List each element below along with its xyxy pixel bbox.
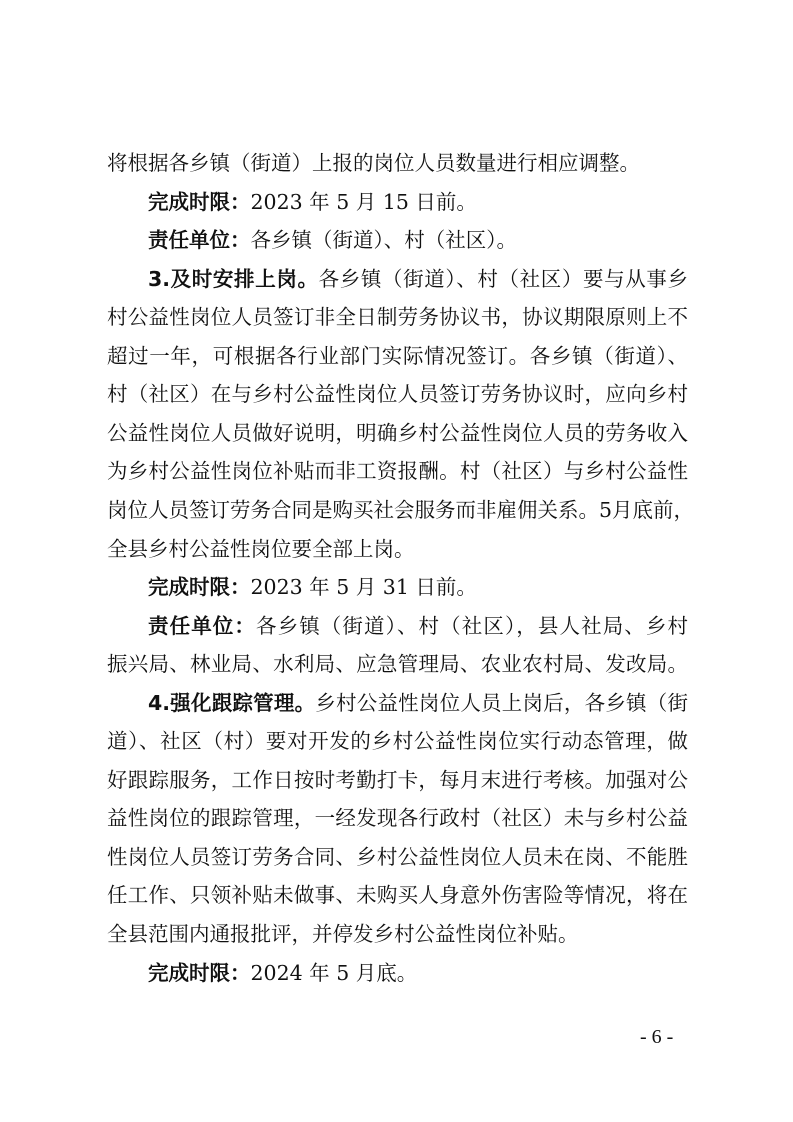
page-number: - 6 -: [640, 1026, 674, 1048]
text-line: [148, 690, 688, 716]
line-text: 振兴局、林业局、水利局、应急管理局、农业农村局、发改局。: [107, 652, 688, 677]
text-line: [107, 304, 688, 330]
text-line: [107, 343, 688, 369]
bold-heading: 4.强化跟踪管理。: [148, 690, 316, 715]
line-text: 各乡镇（街道）、村（社区），县人社局、乡村: [256, 613, 688, 638]
line-text: 各乡镇（街道）、村（社区）。: [250, 228, 517, 253]
line-text: 全县范围内通报批评，并停发乡村公益性岗位补贴。: [107, 922, 579, 946]
bold-heading: 完成时限：: [148, 960, 251, 985]
line-text: 为乡村公益性岗位补贴而非工资报酬。村（社区）与乡村公益性: [107, 459, 688, 484]
bold-heading: 完成时限：: [148, 189, 251, 214]
text-line: [107, 150, 688, 176]
text-line: [107, 420, 688, 446]
line-text: 将根据各乡镇（街道）上报的岗位人员数量进行相应调整。: [107, 151, 640, 175]
line-text: 村公益性岗位人员签订非全日制劳务协议书，协议期限原则上不: [107, 305, 688, 330]
text-line: [107, 805, 688, 831]
line-text: 好跟踪服务，工作日按时考勤打卡，每月末进行考核。加强对公: [107, 767, 688, 792]
text-line: [107, 882, 688, 908]
bold-heading: 责任单位：: [148, 228, 251, 253]
text-line: [148, 266, 688, 292]
line-text: 2023 年 5 月 15 日前。: [250, 189, 477, 214]
line-text: 2023 年 5 月 31 日前。: [250, 575, 477, 600]
line-text: 全县乡村公益性岗位要全部上岗。: [107, 536, 415, 561]
text-line: [148, 189, 688, 215]
text-line: [107, 844, 688, 870]
text-line: [148, 613, 688, 639]
text-line: [107, 728, 688, 754]
text-line: [107, 381, 688, 407]
text-line: [107, 651, 688, 677]
line-text: 益性岗位的跟踪管理，一经发现各行政村（社区）未与乡村公益: [107, 806, 688, 831]
line-text: 岗位人员签订劳务合同是购买社会服务而非雇佣关系。5月底前，: [107, 497, 695, 522]
line-text: 公益性岗位人员做好说明，明确乡村公益性岗位人员的劳务收入: [107, 420, 688, 445]
text-line: [107, 458, 688, 484]
line-text: 各乡镇（街道）、村（社区）要与从事乡: [318, 266, 688, 291]
bold-heading: 3.及时安排上岗。: [148, 266, 319, 291]
line-text: 性岗位人员签订劳务合同、乡村公益性岗位人员未在岗、不能胜: [107, 844, 688, 869]
line-text: 乡村公益性岗位人员上岗后，各乡镇（街: [315, 690, 688, 715]
text-line: [107, 497, 695, 523]
text-line: [148, 227, 688, 253]
text-line: [107, 767, 688, 793]
line-text: 超过一年，可根据各行业部门实际情况签订。各乡镇（街道）、: [107, 343, 688, 368]
line-text: 道）、社区（村）要对开发的乡村公益性岗位实行动态管理，做: [107, 729, 688, 754]
text-line: [148, 574, 688, 600]
text-line: [148, 960, 688, 986]
line-text: 村（社区）在与乡村公益性岗位人员签订劳务协议时，应向乡村: [107, 382, 688, 407]
bold-heading: 完成时限：: [148, 575, 251, 600]
text-line: [107, 536, 688, 562]
text-line: [107, 921, 688, 947]
bold-heading: 责任单位：: [148, 613, 256, 638]
line-text: 任工作、只领补贴未做事、未购买人身意外伤害险等情况，将在: [107, 883, 688, 908]
line-text: 2024 年 5 月底。: [250, 960, 418, 985]
